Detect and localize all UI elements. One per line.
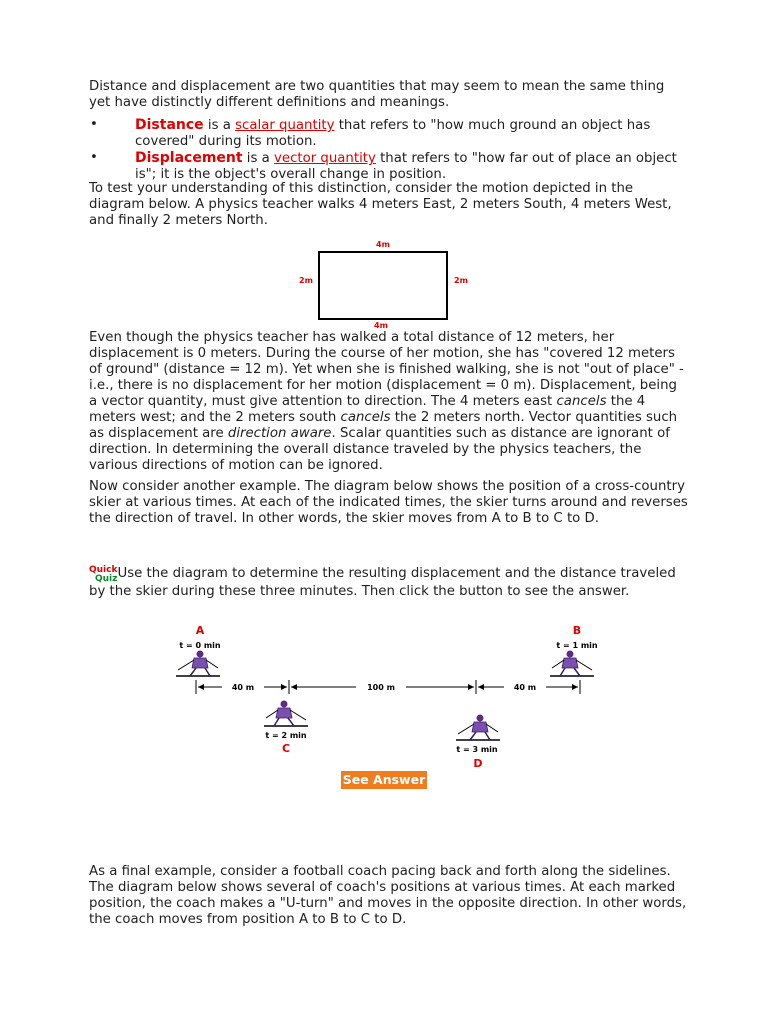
quiz-text: Use the diagram to determine the resulting displacement and the distance traveled by the skier during these three minutes. Then click the button to see the answer. — [89, 566, 676, 599]
term-distance: Distance — [135, 117, 204, 133]
path-rectangle — [319, 252, 447, 319]
bullet-icon: • — [90, 150, 98, 165]
time-c: t = 2 min — [265, 731, 307, 740]
explanation-paragraph: Even though the physics teacher has walked a total distance of 12 meters, her displacement is 0 meters. During the course of her motion, she has "covered 12 meters of ground" (distance = 12 m). Yet when she is finished walking, she is not "out of place" - i.e., there is no displacement for her motion (displacement = 0 m). Displacement, being a vector quantity, must give attention to direction. The 4 meters east cancels the 4 meters west; and the 2 meters south cancels the 2 meters north. Vector quantities such as displacement are direction aware. Scalar quantities such as distance are ignorant of direction. In determining the overall distance traveled by the physics teachers, the various directions of motion can be ignored. — [89, 330, 684, 473]
letter-c: C — [281, 742, 291, 755]
scalar-quantity-link[interactable]: scalar quantity — [235, 118, 335, 133]
quick-quiz-icon: Quick Quiz — [89, 565, 118, 584]
skier-diagram — [160, 620, 620, 770]
definition-list — [89, 117, 689, 183]
bullet-icon: • — [90, 117, 98, 132]
distance-db: 40 m — [513, 683, 537, 692]
letter-d: D — [473, 757, 483, 770]
skier-a-icon — [176, 651, 220, 677]
label-right: 2m — [454, 276, 468, 285]
label-bottom: 4m — [374, 321, 388, 330]
skier-c-icon — [264, 701, 308, 727]
rectangle-path-diagram — [295, 238, 475, 330]
vector-quantity-link[interactable]: vector quantity — [274, 151, 376, 166]
list-item-distance: • Distance is a scalar quantity that refers to "how much ground an object has covered" during its motion. — [90, 117, 651, 149]
skier-b-icon — [550, 651, 594, 677]
quick-quiz — [89, 566, 689, 600]
see-answer-button[interactable]: See Answer — [342, 772, 426, 787]
skier-d-icon — [456, 715, 500, 741]
time-d: t = 3 min — [456, 745, 498, 754]
list-item-displacement: • Displacement is a vector quantity that refers to "how far out of place an object is"; it is the object's overall change in position. — [90, 150, 677, 182]
distance-cd: 100 m — [367, 683, 395, 692]
label-top: 4m — [376, 240, 390, 249]
label-left: 2m — [299, 276, 313, 285]
term-displacement: Displacement — [135, 150, 243, 166]
intro-paragraph: Distance and displacement are two quantities that may seem to mean the same thing yet have distinctly different definitions and meanings. — [89, 79, 665, 110]
time-b: t = 1 min — [556, 641, 598, 650]
letter-a: A — [195, 624, 205, 637]
skier-intro-paragraph: Now consider another example. The diagram below shows the position of a cross-country skier at various times. At each of the indicated times, the skier turns around and reverses the direction of travel. In other words, the skier moves from A to B to C to D. — [89, 479, 688, 526]
time-a: t = 0 min — [179, 641, 221, 650]
test-paragraph: To test your understanding of this distinction, consider the motion depicted in the diagram below. A physics teacher walks 4 meters East, 2 meters South, 4 meters West, and finally 2 meters North. — [89, 181, 672, 228]
letter-b: B — [572, 624, 582, 637]
distance-ac: 40 m — [231, 683, 255, 692]
final-paragraph: As a final example, consider a football coach pacing back and forth along the sidelines. The diagram below shows several of coach's positions at various times. At each marked position, the coach makes a "U-turn" and moves in the opposite direction. In other words, the coach moves from position A to B to C to D. — [89, 864, 687, 927]
